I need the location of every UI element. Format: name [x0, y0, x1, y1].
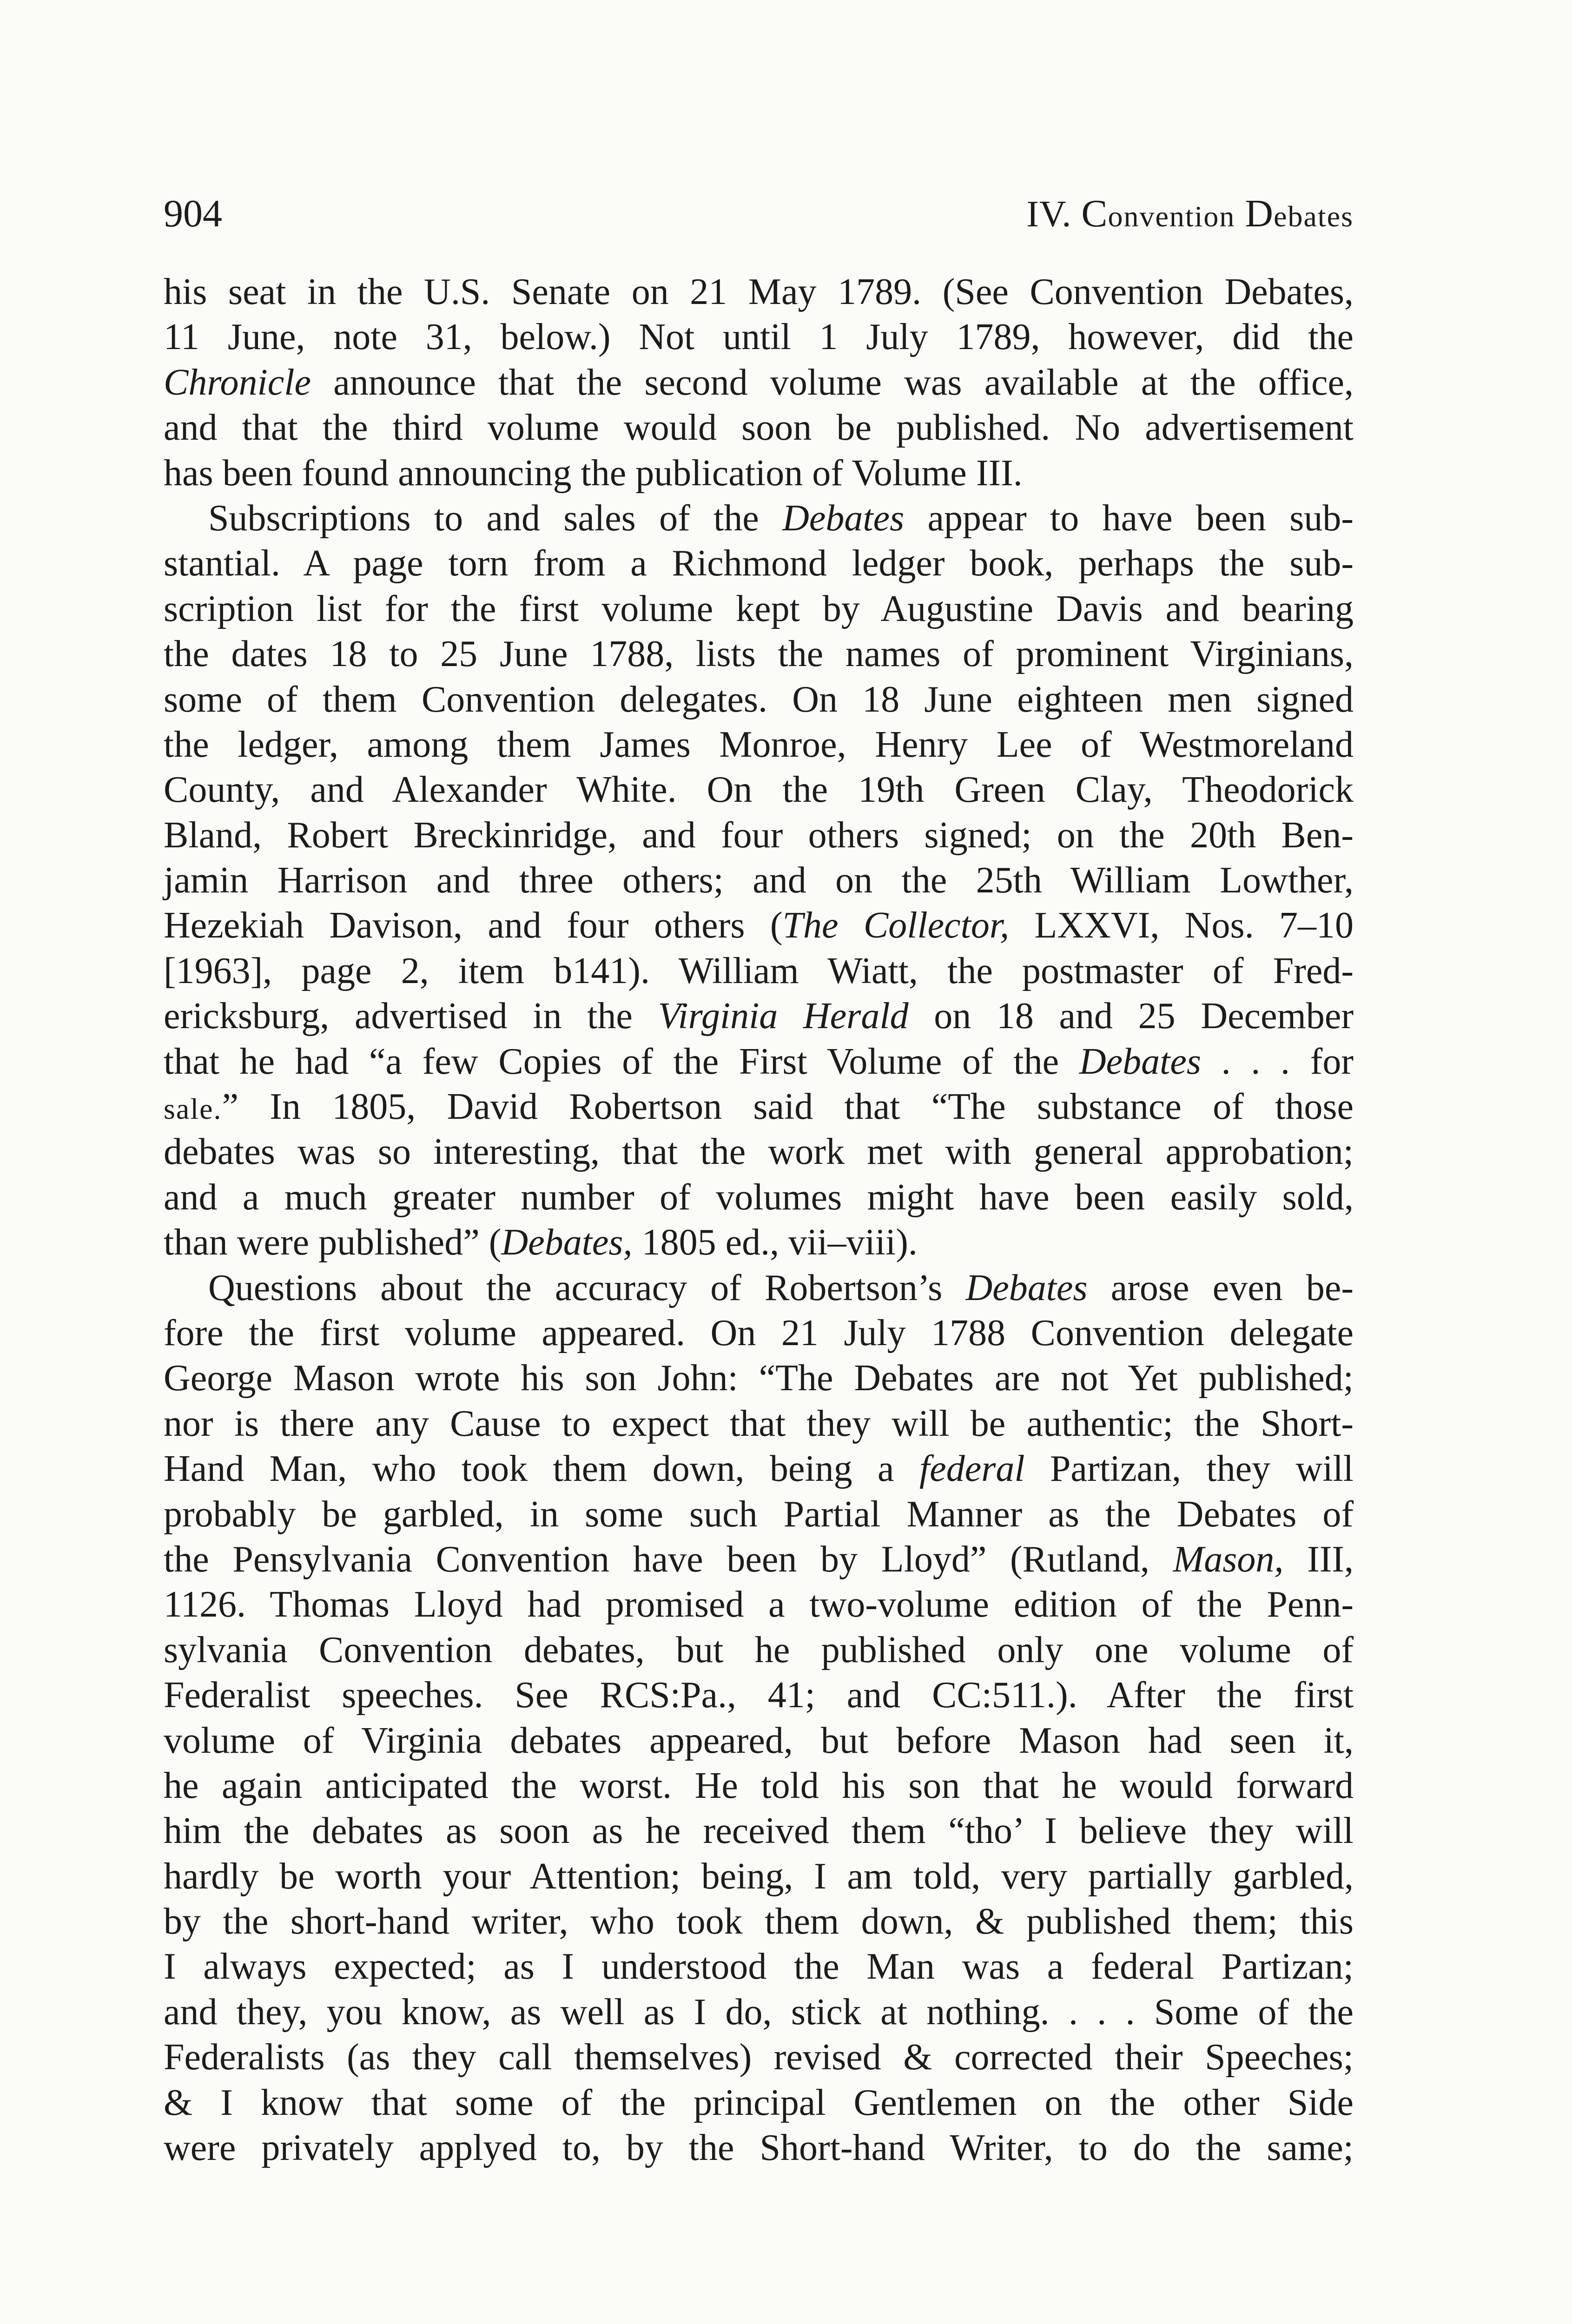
italic-title: The Collector, [782, 905, 1010, 946]
italic-title: Mason, [1173, 1538, 1284, 1580]
italic-title: Virginia Herald [658, 996, 909, 1037]
text-line: stantial. A page torn from a Richmond ledger book, perhaps the sub- [164, 543, 1354, 584]
text-line: fore the first volume appeared. On 21 July 1788 Convention delegate [164, 1312, 1354, 1353]
section-title-rest: ebates [1274, 200, 1354, 233]
italic-title: Debates [965, 1267, 1088, 1308]
text-line: hardly be worth your Attention; being, I am told, very partially garbled, [164, 1855, 1354, 1897]
text-line: Federalists (as they call themselves) revised & corrected their Speeches; [164, 2037, 1354, 2078]
text-line: George Mason wrote his son John: “The Debates are not Yet published; [164, 1358, 1354, 1399]
small-caps-word: sale. [164, 1092, 222, 1126]
text-line: scription list for the first volume kept by Augustine Davis and bearing [164, 588, 1354, 629]
text-line: nor is there any Cause to expect that they will be authentic; the Short- [164, 1403, 1354, 1444]
text-line: debates was so interesting, that the work met with general approbation; [164, 1131, 1354, 1173]
text-line: Subscriptions to and sales of the Debates appear to have been sub- [208, 497, 1354, 539]
text-line: by the short-hand writer, who took them down, & published them; this [164, 1901, 1354, 1942]
text-line: ericksburg, advertised in the Virginia Herald on 18 and 25 December [164, 996, 1354, 1037]
text-line: Chronicle announce that the second volume was available at the office, [164, 362, 1354, 403]
italic-title: Debates [1079, 1041, 1201, 1082]
section-title-rest: onvention [1108, 200, 1235, 233]
text-line: Bland, Robert Breckinridge, and four others signed; on the 20th Ben- [164, 814, 1354, 856]
text-line: Hand Man, who took them down, being a federal Partizan, they will [164, 1448, 1354, 1490]
text-line: Questions about the accuracy of Robertson’s Debates arose even be- [208, 1267, 1354, 1308]
text-line: the Pensylvania Convention have been by Lloyd” (Rutland, Mason, III, [164, 1538, 1354, 1580]
text-line: 11 June, note 31, below.) Not until 1 July 1789, however, did the [164, 317, 1354, 358]
text-line: County, and Alexander White. On the 19th Green Clay, Theodorick [164, 769, 1354, 811]
text-line: his seat in the U.S. Senate on 21 May 1789. (See Convention Debates, [164, 271, 1354, 312]
italic-title: Debates, [501, 1222, 633, 1263]
text-line: [1963], page 2, item b141). William Wiatt, the postmaster of Fred- [164, 950, 1354, 991]
text-line: and a much greater number of volumes might have been easily sold, [164, 1176, 1354, 1218]
section-title-initial: C [1081, 192, 1108, 235]
text-line: that he had “a few Copies of the First Volume of the Debates . . . for [164, 1041, 1354, 1082]
text-line: probably be garbled, in some such Partial Manner as the Debates of [164, 1493, 1354, 1535]
text-line: & I know that some of the principal Gentlemen on the other Side [164, 2082, 1354, 2123]
text-line: the dates 18 to 25 June 1788, lists the names of prominent Virginians, [164, 634, 1354, 675]
italic-title: Chronicle [164, 362, 311, 403]
section-title-initial: D [1245, 192, 1274, 235]
text-line: than were published” (Debates, 1805 ed., vii–viii). [164, 1222, 918, 1263]
text-line: jamin Harrison and three others; and on the 25th William Lowther, [164, 860, 1354, 901]
text-line: he again anticipated the worst. He told his son that he would forward [164, 1765, 1354, 1806]
italic-word: federal [919, 1448, 1025, 1490]
running-head [1026, 188, 1354, 242]
text-line: 1126. Thomas Lloyd had promised a two-volume edition of the Penn- [164, 1584, 1354, 1625]
page-header [164, 188, 1354, 239]
text-line: sylvania Convention debates, but he published only one volume of [164, 1629, 1354, 1670]
text-line: volume of Virginia debates appeared, but before Mason had seen it, [164, 1720, 1354, 1761]
text-line: Hezekiah Davison, and four others (The Collector, LXXVI, Nos. 7–10 [164, 905, 1354, 946]
page-number: 904 [164, 192, 222, 235]
italic-title: Debates [782, 497, 905, 539]
text-line: him the debates as soon as he received them “tho’ I believe they will [164, 1810, 1354, 1852]
text-line: sale.” In 1805, David Robertson said that “The substance of those [164, 1086, 1354, 1128]
text-line: has been found announcing the publication of Volume III. [164, 452, 1023, 494]
body-text [164, 270, 1354, 2171]
text-line: and that the third volume would soon be published. No advertisement [164, 407, 1354, 449]
text-line: Federalist speeches. See RCS:Pa., 41; and CC:511.). After the first [164, 1675, 1354, 1716]
text-line: some of them Convention delegates. On 18 June eighteen men signed [164, 679, 1354, 720]
section-numeral: IV. [1026, 194, 1072, 235]
text-line: the ledger, among them James Monroe, Henry Lee of Westmoreland [164, 724, 1354, 765]
text-line: and they, you know, as well as I do, stick at nothing. . . . Some of the [164, 1991, 1354, 2033]
text-line: were privately applyed to, by the Short-hand Writer, to do the same; [164, 2127, 1354, 2169]
text-line: I always expected; as I understood the Man was a federal Partizan; [164, 1946, 1354, 1987]
